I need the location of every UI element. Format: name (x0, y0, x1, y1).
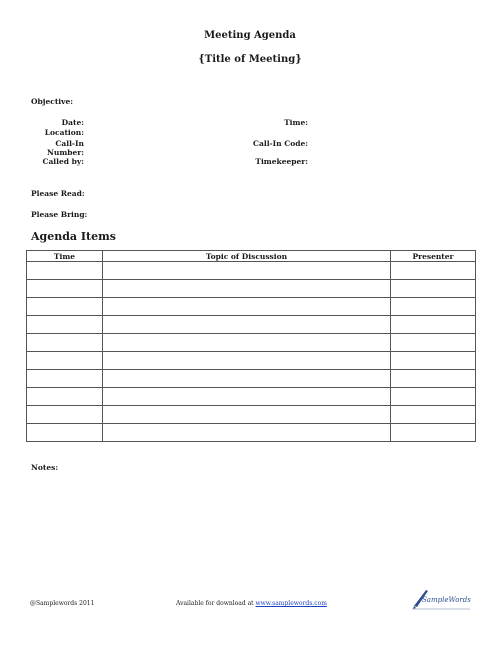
presenter-cell[interactable] (391, 262, 476, 280)
topic-cell[interactable] (103, 352, 391, 370)
time-label: Time: (284, 118, 308, 127)
col-header-time: Time (27, 251, 103, 262)
topic-cell[interactable] (103, 334, 391, 352)
topic-cell[interactable] (103, 424, 391, 442)
called-by-label: Called by: (42, 157, 84, 166)
timekeeper-label: Timekeeper: (255, 157, 308, 166)
topic-cell[interactable] (103, 298, 391, 316)
notes-label: Notes: (31, 463, 59, 472)
time-cell[interactable] (27, 280, 103, 298)
time-cell[interactable] (27, 298, 103, 316)
please-read-label: Please Read: (31, 189, 85, 198)
table-row (27, 262, 476, 280)
presenter-cell[interactable] (391, 388, 476, 406)
table-row (27, 280, 476, 298)
table-row (27, 406, 476, 424)
col-header-presenter: Presenter (391, 251, 476, 262)
time-cell[interactable] (27, 406, 103, 424)
document-title: Meeting Agenda (204, 30, 296, 41)
presenter-cell[interactable] (391, 406, 476, 424)
location-label: Location: (44, 128, 84, 137)
samplewords-logo (412, 588, 472, 610)
table-row (27, 298, 476, 316)
presenter-cell[interactable] (391, 352, 476, 370)
col-header-topic: Topic of Discussion (103, 251, 391, 262)
please-bring-label: Please Bring: (31, 210, 88, 219)
table-row (27, 370, 476, 388)
time-cell[interactable] (27, 262, 103, 280)
table-row (27, 388, 476, 406)
topic-cell[interactable] (103, 280, 391, 298)
table-row (27, 316, 476, 334)
objective-label: Objective: (31, 97, 74, 106)
download-text: Available for download at (176, 600, 256, 607)
presenter-cell[interactable] (391, 280, 476, 298)
topic-cell[interactable] (103, 388, 391, 406)
date-label: Date: (61, 118, 84, 127)
call-in-code-label: Call-In Code: (253, 139, 308, 148)
time-cell[interactable] (27, 334, 103, 352)
copyright-text: @Samplewords 2011 (30, 600, 95, 607)
presenter-cell[interactable] (391, 316, 476, 334)
agenda-table (26, 250, 476, 442)
topic-cell[interactable] (103, 262, 391, 280)
time-cell[interactable] (27, 388, 103, 406)
download-note (176, 600, 327, 607)
agenda-body (27, 262, 476, 442)
call-in-number-label-line1: Call-In (55, 139, 84, 148)
meeting-title-placeholder: {Title of Meeting} (198, 54, 302, 65)
samplewords-link[interactable]: www.samplewords.com (255, 600, 327, 607)
table-row (27, 352, 476, 370)
presenter-cell[interactable] (391, 370, 476, 388)
presenter-cell[interactable] (391, 334, 476, 352)
time-cell[interactable] (27, 352, 103, 370)
topic-cell[interactable] (103, 406, 391, 424)
agenda-header-row (27, 251, 476, 262)
time-cell[interactable] (27, 316, 103, 334)
logo-text: SampleWords (422, 596, 471, 604)
time-cell[interactable] (27, 370, 103, 388)
table-row (27, 424, 476, 442)
presenter-cell[interactable] (391, 424, 476, 442)
agenda-items-heading: Agenda Items (31, 230, 116, 243)
call-in-number-label-line2: Number: (47, 148, 84, 157)
topic-cell[interactable] (103, 316, 391, 334)
time-cell[interactable] (27, 424, 103, 442)
presenter-cell[interactable] (391, 298, 476, 316)
table-row (27, 334, 476, 352)
topic-cell[interactable] (103, 370, 391, 388)
